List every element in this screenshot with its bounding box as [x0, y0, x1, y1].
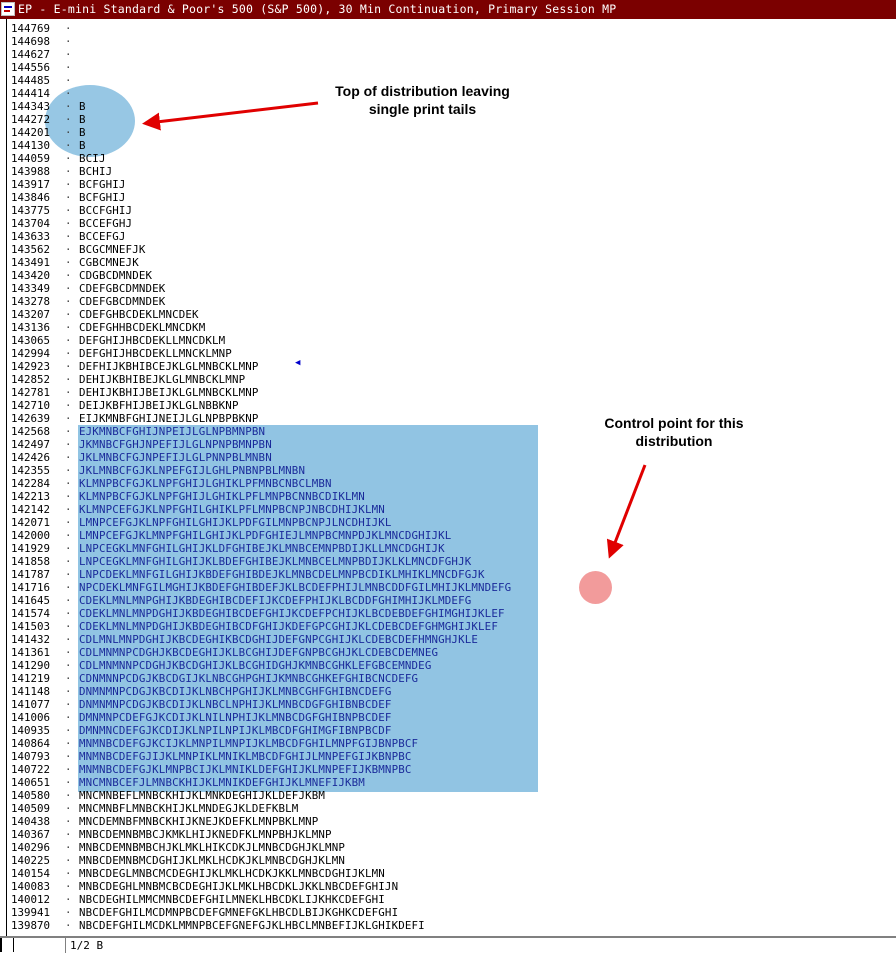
price-label: 141787 [11, 568, 51, 581]
tpo-letters: DNMNMNPCDGJKBCDIJKLNBCHPGHIJKLMNBCGHFGHIBNCDEFG [79, 685, 392, 698]
row-separator-dot: · [65, 763, 72, 776]
row-separator-dot: · [65, 893, 72, 906]
price-label: 140367 [11, 828, 51, 841]
tpo-letters: EJKMNBCFGHIJNPEIJLGLNPBMNPBN [79, 425, 266, 438]
tpo-letters: CDEKLMNLMNPDGHIJKBDEGHIBCDEFGHIJKCDEFPCHIJKLBCDEBDEFGHIMGHIJKLEF [79, 607, 505, 620]
price-label: 144698 [11, 35, 51, 48]
row-separator-dot: · [65, 100, 72, 113]
tpo-letters: CDEFGHBCDEKLMNCDEK [79, 308, 199, 321]
tpo-letters: CDLMNMNPCDGHJKBCDEGHIJKLBCGHIJDEFGNPBCGHJKLCDEBCDEMNEG [79, 646, 439, 659]
row-separator-dot: · [65, 87, 72, 100]
price-label: 139870 [11, 919, 51, 932]
price-label: 141361 [11, 646, 51, 659]
tpo-letters: MNCMNBCEFJLMNBCKHIJKLMNIKDEFGHIJKLMNEFIJKBM [79, 776, 365, 789]
tpo-letters: MNCDEMNBFMNBCKHIJKNEJKDEFKLMNPBKLMNP [79, 815, 319, 828]
row-separator-dot: · [65, 178, 72, 191]
price-label: 142781 [11, 386, 51, 399]
tpo-letters: CDEFGBCDMNDEK [79, 282, 166, 295]
price-label: 140580 [11, 789, 51, 802]
price-label: 141290 [11, 659, 51, 672]
row-separator-dot: · [65, 698, 72, 711]
row-separator-dot: · [65, 477, 72, 490]
tpo-letters: BCHIJ [79, 165, 113, 178]
row-separator-dot: · [65, 126, 72, 139]
row-separator-dot: · [65, 165, 72, 178]
row-separator-dot: · [65, 321, 72, 334]
tpo-letters: CDEKLMNLMNPGHIJKBDEGHIBCDEFIJKCDEFPHIJKLBCDDFGHIMHIJKLMDEFG [79, 594, 472, 607]
price-label: 144130 [11, 139, 51, 152]
row-separator-dot: · [65, 581, 72, 594]
tpo-letters: MNBCDEGHLMNBMCBCDEGHIJKLMKLHBCDKLJKKLNBCDEFGHIJN [79, 880, 399, 893]
price-label: 142923 [11, 360, 51, 373]
row-separator-dot: · [65, 152, 72, 165]
tail-arrow [148, 103, 318, 123]
price-label: 143207 [11, 308, 51, 321]
tpo-letters: NPCDEKLMNFGILMGHIJKBDEFGHIBDEFJKLBCDEFPHIJLMNBCDDFGILMHIJKLMNDEFG [79, 581, 512, 594]
control-point-annotation-text: Control point for this distribution [604, 415, 744, 449]
row-separator-dot: · [65, 867, 72, 880]
row-separator-dot: · [65, 906, 72, 919]
row-separator-dot: · [65, 113, 72, 126]
row-separator-dot: · [65, 308, 72, 321]
tpo-letters: MNBCDEMNBMCDGHIJKLMKLHCDKJKLMNBCDGHJKLMN [79, 854, 346, 867]
price-label: 143278 [11, 295, 51, 308]
row-separator-dot: · [65, 841, 72, 854]
tpo-letters: MNCMNBFLMNBCKHIJKLMNDEGJKLDEFKBLM [79, 802, 299, 815]
tpo-letters: MNMNBCDEFGJKLMNPBCIJKLMNIKLDEFGHIJKLMNPEFIJKBMNPBC [79, 763, 412, 776]
price-label: 139941 [11, 906, 51, 919]
price-label: 140083 [11, 880, 51, 893]
tpo-letters: BCFGHIJ [79, 178, 126, 191]
tpo-letters: BCIJ [79, 152, 106, 165]
row-separator-dot: · [65, 555, 72, 568]
row-separator-dot: · [65, 191, 72, 204]
market-profile-chart[interactable] [0, 19, 896, 937]
row-separator-dot: · [65, 542, 72, 555]
row-separator-dot: · [65, 282, 72, 295]
row-separator-dot: · [65, 685, 72, 698]
price-label: 140296 [11, 841, 51, 854]
tpo-letters: BCGCMNEFJK [79, 243, 146, 256]
tpo-letters: CDGBCDMNDEK [79, 269, 153, 282]
row-separator-dot: · [65, 789, 72, 802]
tpo-letters: DMNMNPCDEFGJKCDIJKLNILNPHIJKLMNBCDGFGHIBNPBCDEF [79, 711, 392, 724]
row-separator-dot: · [65, 451, 72, 464]
price-label: 140651 [11, 776, 51, 789]
tpo-letters: NBCDEGHILMMCMNBCDEFGHILMNEKLHBCDKLIJKHKCDEFGHI [79, 893, 385, 906]
price-label: 142497 [11, 438, 51, 451]
row-separator-dot: · [65, 74, 72, 87]
price-label: 144769 [11, 22, 51, 35]
row-separator-dot: · [65, 607, 72, 620]
row-separator-dot: · [65, 438, 72, 451]
row-separator-dot: · [65, 594, 72, 607]
tpo-letters: CDEKLMNLMNPDGHIJKBDEGHIBCDFGHIJKDEFGPCGHIJKLCDEBCDEFGHMGHIJKLEF [79, 620, 498, 633]
price-label: 142284 [11, 477, 51, 490]
current-price-marker-icon: ◀ [295, 358, 301, 368]
price-label: 141077 [11, 698, 51, 711]
row-separator-dot: · [65, 48, 72, 61]
tpo-letters: JKLMNBCFGJKLNPEFGIJLGHLPNBNPBLMNBN [79, 464, 306, 477]
tpo-letters: MNMNBCDEFGJKCIJKLMNPILMNPIJKLMBCDFGHILMNPFGIJBNPBCF [79, 737, 419, 750]
price-label: 143562 [11, 243, 51, 256]
row-separator-dot: · [65, 750, 72, 763]
price-label: 140935 [11, 724, 51, 737]
row-separator-dot: · [65, 568, 72, 581]
tpo-letters: CDLMNLMNPDGHIJKBCDEGHIKBCDGHIJDEFGNPCGHIJKLCDEBCDEFHMNGHJKLE [79, 633, 479, 646]
row-separator-dot: · [65, 256, 72, 269]
row-separator-dot: · [65, 776, 72, 789]
tpo-letters: B [79, 100, 86, 113]
price-label: 142142 [11, 503, 51, 516]
tpo-letters: DEFGHIJHBCDEKLLMNCDKLM [79, 334, 226, 347]
row-separator-dot: · [65, 230, 72, 243]
price-label: 143775 [11, 204, 51, 217]
price-label: 144272 [11, 113, 51, 126]
row-separator-dot: · [65, 490, 72, 503]
tpo-letters: NBCDEFGHILMCDMNPBCDEFGMNEFGKLHBCDLBIJKGHKCDEFGHI [79, 906, 399, 919]
price-label: 140722 [11, 763, 51, 776]
tpo-letters: BCCEFGHJ [79, 217, 133, 230]
price-label: 141432 [11, 633, 51, 646]
price-label: 141503 [11, 620, 51, 633]
price-label: 143491 [11, 256, 51, 269]
price-label: 143136 [11, 321, 51, 334]
row-separator-dot: · [65, 334, 72, 347]
row-separator-dot: · [65, 620, 72, 633]
tpo-letters: DEHIJKBHIJBEIJKLGLMNBCKLMNP [79, 386, 259, 399]
tpo-letters: MNBCDEGLMNBCMCDEGHIJKLMKLHCDKJKKLMNBCDGHIJKLMN [79, 867, 385, 880]
price-label: 144201 [11, 126, 51, 139]
price-label: 141858 [11, 555, 51, 568]
tail-annotation-text: Top of distribution leaving single print tails [335, 83, 510, 117]
window-title-bar[interactable] [0, 0, 896, 19]
row-separator-dot: · [65, 204, 72, 217]
row-separator-dot: · [65, 295, 72, 308]
price-label: 140509 [11, 802, 51, 815]
chart-app-icon[interactable] [1, 2, 15, 16]
row-separator-dot: · [65, 737, 72, 750]
price-label: 141148 [11, 685, 51, 698]
price-label: 140225 [11, 854, 51, 867]
tpo-letters: DEIJKBFHIJBEIJKLGLNBBKNP [79, 399, 239, 412]
status-scroll-handle[interactable] [0, 938, 14, 952]
row-separator-dot: · [65, 633, 72, 646]
price-label: 144627 [11, 48, 51, 61]
row-separator-dot: · [65, 672, 72, 685]
status-separator [65, 938, 66, 953]
row-separator-dot: · [65, 412, 72, 425]
tpo-letters: CDLMNMNNPCDGHJKBCDGHIJKLBCGHIDGHJKMNBCGHKLEFGBCEMNDEG [79, 659, 432, 672]
price-label: 142000 [11, 529, 51, 542]
tpo-letters: KLMNPBCFGJKLNPFGHIJLGHIKLPFMNBCNBCLMBN [79, 477, 332, 490]
price-label: 143846 [11, 191, 51, 204]
row-separator-dot: · [65, 22, 72, 35]
tpo-letters: MNCMNBEFLMNBCKHIJKLMNKDEGHIJKLDEFJKBM [79, 789, 326, 802]
row-separator-dot: · [65, 802, 72, 815]
price-label: 141645 [11, 594, 51, 607]
tpo-letters: JKLMNBCFGJNPEFIJLGLPNNPBLMNBN [79, 451, 272, 464]
row-separator-dot: · [65, 360, 72, 373]
tpo-letters: KLMNPCEFGJKLNPFGHILGHIKLPFLMNPBCNPJNBCDHIJKLMN [79, 503, 385, 516]
row-separator-dot: · [65, 919, 72, 932]
tpo-letters: DEFGHIJHBCDEKLLMNCKLMNP [79, 347, 232, 360]
tpo-letters: B [79, 126, 86, 139]
status-bar [0, 937, 896, 953]
tpo-letters: BCFGHIJ [79, 191, 126, 204]
tpo-letters: CGBCMNEJK [79, 256, 139, 269]
row-separator-dot: · [65, 373, 72, 386]
tpo-letters: DMNMNCDEFGJKCDIJKLNPILNPIJKLMBCDFGHIMGFIBNPBCDF [79, 724, 392, 737]
price-label: 143988 [11, 165, 51, 178]
price-label: 140438 [11, 815, 51, 828]
price-label: 143633 [11, 230, 51, 243]
window-title: EP - E-mini Standard & Poor's 500 (S&P 500), 30 Min Continuation, Primary Session MP [18, 2, 617, 16]
price-label: 144414 [11, 87, 51, 100]
row-separator-dot: · [65, 646, 72, 659]
row-separator-dot: · [65, 529, 72, 542]
price-label: 144059 [11, 152, 51, 165]
tpo-letters: B [79, 113, 86, 126]
price-label: 140864 [11, 737, 51, 750]
tpo-letters: LMNPCEFGJKLNPFGHILGHIJKLPDFGILMNPBCNPJLNCDHIJKL [79, 516, 392, 529]
price-label: 143349 [11, 282, 51, 295]
tpo-letters: LNPCEGKLMNFGHILGHIJKLBDEFGHIBEJKLMNBCELMNPBDIJKLKLMNCDFGHJK [79, 555, 472, 568]
tpo-letters: DEFHIJKBHIBCEJKLGLMNBCKLMNP [79, 360, 259, 373]
row-separator-dot: · [65, 464, 72, 477]
tpo-letters: CDEFGBCDMNDEK [79, 295, 166, 308]
row-separator-dot: · [65, 503, 72, 516]
price-label: 141219 [11, 672, 51, 685]
tpo-letters: DEHIJKBHIBEJKLGLMNBCKLMNP [79, 373, 246, 386]
price-label: 142852 [11, 373, 51, 386]
price-label: 144343 [11, 100, 51, 113]
tpo-letters: EIJKMNBFGHIJNEIJLGLNPBPBKNP [79, 412, 259, 425]
row-separator-dot: · [65, 815, 72, 828]
row-separator-dot: · [65, 269, 72, 282]
price-label: 141574 [11, 607, 51, 620]
price-label: 144556 [11, 61, 51, 74]
tpo-letters: CDEFGHHBCDEKLMNCDKM [79, 321, 206, 334]
price-label: 143065 [11, 334, 51, 347]
tpo-letters: BCCFGHIJ [79, 204, 133, 217]
price-label: 142568 [11, 425, 51, 438]
tpo-letters: LNPCDEKLMNFGILGHIJKBDEFGHIBDEJKLMNBCDELMNPBCDIKLMHIKLMNCDFGJK [79, 568, 485, 581]
price-label: 142710 [11, 399, 51, 412]
row-separator-dot: · [65, 516, 72, 529]
tpo-letters: BCCEFGJ [79, 230, 126, 243]
tpo-letters: MNMNBCDEFGJIJKLMNPIKLMNIKLMBCDFGHIJLMNPEFGIJKBNPBC [79, 750, 412, 763]
price-label: 143917 [11, 178, 51, 191]
row-separator-dot: · [65, 139, 72, 152]
tpo-letters: LNPCEGKLMNFGHILGHIJKLDFGHIBEJKLMNBCEMNPBDIJKLLMNCDGHIJK [79, 542, 445, 555]
row-separator-dot: · [65, 347, 72, 360]
row-separator-dot: · [65, 399, 72, 412]
price-label: 141006 [11, 711, 51, 724]
price-label: 141716 [11, 581, 51, 594]
row-separator-dot: · [65, 880, 72, 893]
row-separator-dot: · [65, 711, 72, 724]
price-label: 143704 [11, 217, 51, 230]
tpo-letters: DNMNMNPCDGJKBCDIJKLNBCLNPHIJKLMNBCDGFGHIBNBCDEF [79, 698, 392, 711]
price-label: 142355 [11, 464, 51, 477]
row-separator-dot: · [65, 854, 72, 867]
price-label: 142639 [11, 412, 51, 425]
price-label: 142213 [11, 490, 51, 503]
annotation-arrows [0, 19, 896, 937]
row-separator-dot: · [65, 386, 72, 399]
row-separator-dot: · [65, 724, 72, 737]
row-separator-dot: · [65, 35, 72, 48]
tpo-letters: B [79, 139, 86, 152]
row-separator-dot: · [65, 61, 72, 74]
row-separator-dot: · [65, 217, 72, 230]
tpo-letters: KLMNPBCFGJKLNPFGHIJLGHIKLPFLMNPBCNNBCDIKLMN [79, 490, 365, 503]
control-point-arrow [611, 465, 645, 553]
row-separator-dot: · [65, 243, 72, 256]
tpo-letters: NBCDEFGHILMCDKLMMNPBCEFGNEFGJKLHBCLMNBEFIJKLGHIKDEFI [79, 919, 425, 932]
price-label: 142994 [11, 347, 51, 360]
price-label: 143420 [11, 269, 51, 282]
row-separator-dot: · [65, 659, 72, 672]
status-page-indicator: 1/2 B [70, 939, 104, 952]
price-label: 142426 [11, 451, 51, 464]
price-label: 140012 [11, 893, 51, 906]
price-label: 140793 [11, 750, 51, 763]
price-label: 144485 [11, 74, 51, 87]
tpo-letters: MNBCDEMNBMBCHJKLMKLHIKCDKJLMNBCDGHJKLMNP [79, 841, 346, 854]
tpo-letters: JKMNBCFGHJNPEFIJLGLNPNPBMNPBN [79, 438, 272, 451]
row-separator-dot: · [65, 425, 72, 438]
row-separator-dot: · [65, 828, 72, 841]
tpo-letters: MNBCDEMNBMBCJKMKLHIJKNEDFKLMNPBHJKLMNP [79, 828, 332, 841]
tpo-letters: CDNMNNPCDGJKBCDGIJKLNBCGHPGHIJKMNBCGHKEFGHIBCNCDEFG [79, 672, 419, 685]
price-label: 142071 [11, 516, 51, 529]
price-label: 140154 [11, 867, 51, 880]
tpo-letters: LMNPCEFGJKLMNPFGHILGHIJKLPDFGHIEJLMNPBCMNPDJKLMNCDGHIJKL [79, 529, 452, 542]
price-label: 141929 [11, 542, 51, 555]
